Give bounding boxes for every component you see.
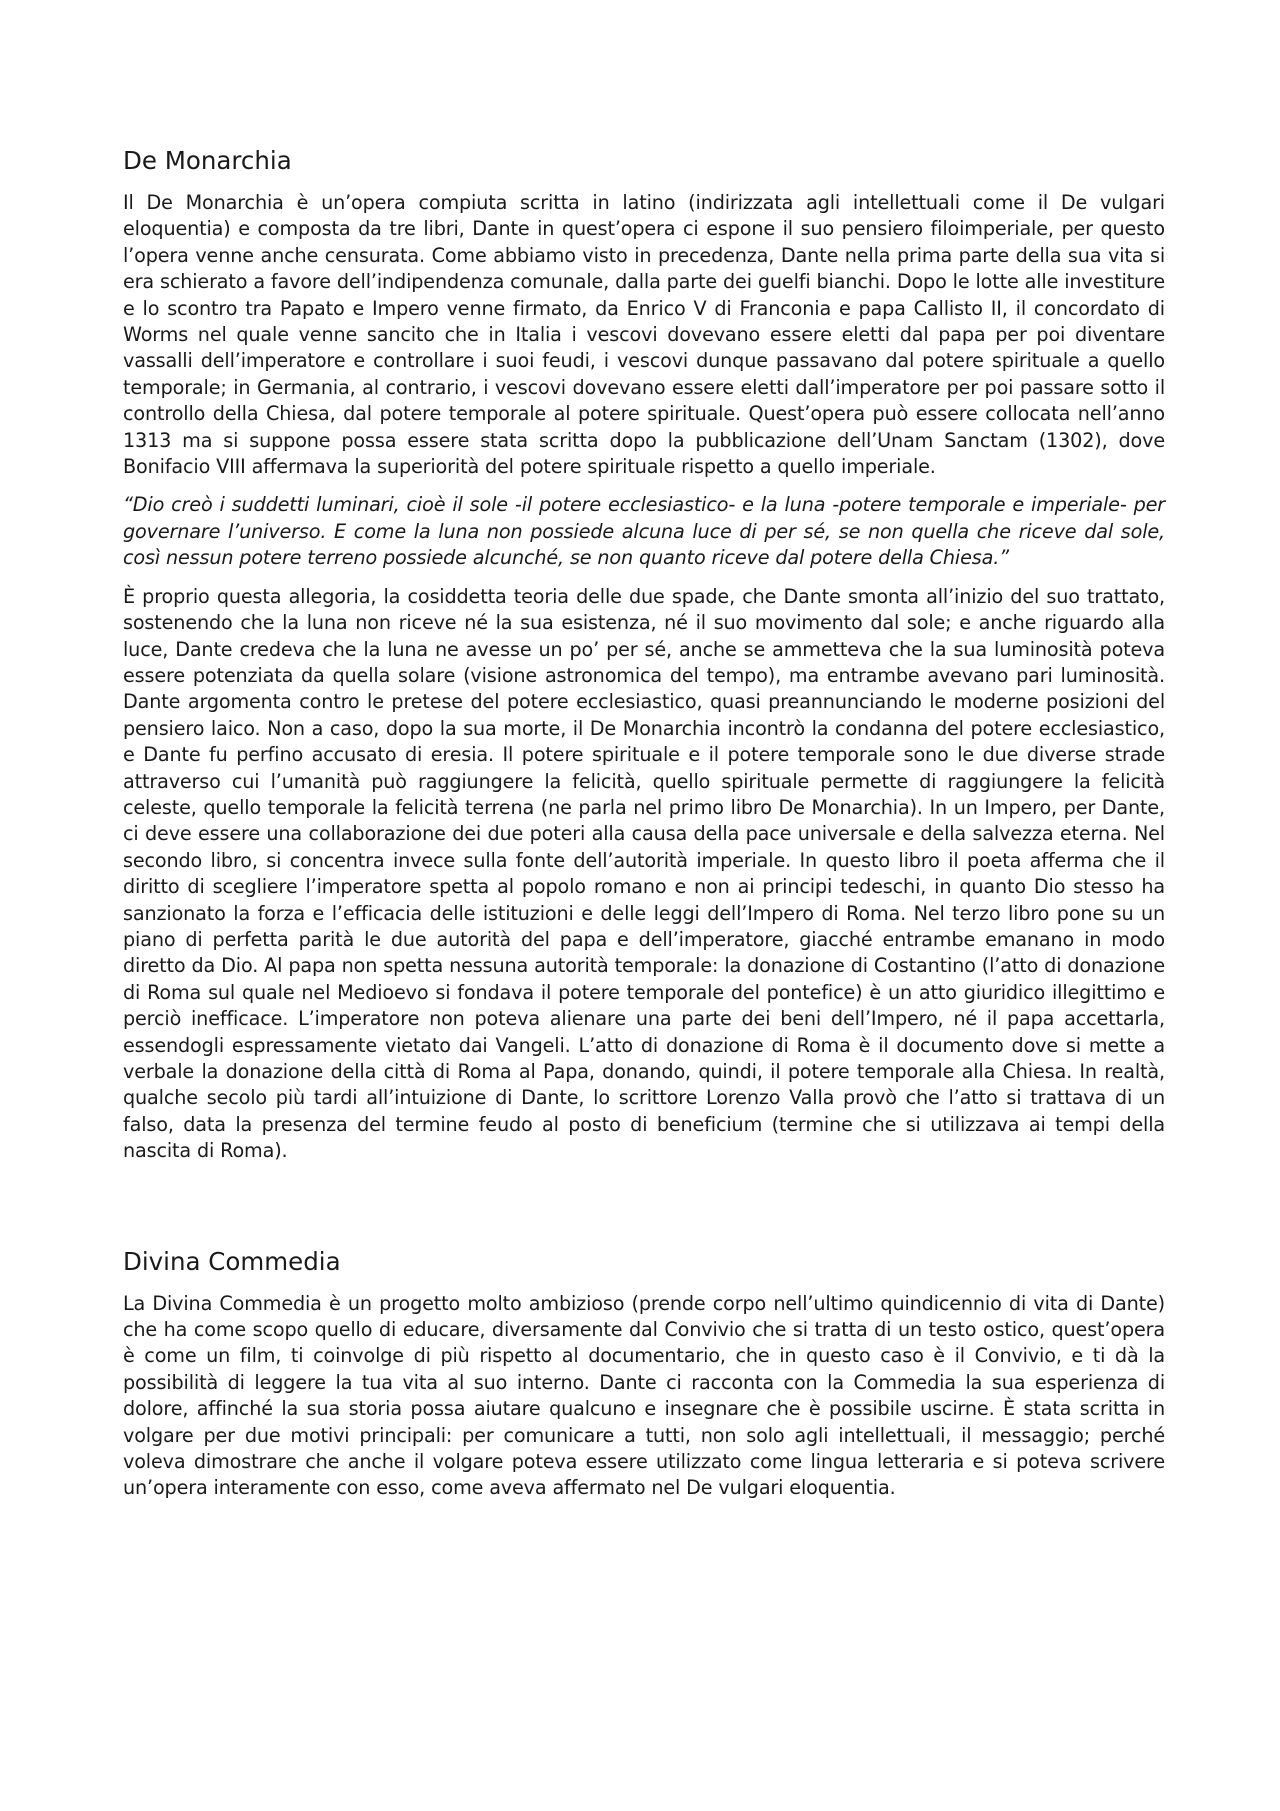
document-page (123, 146, 1165, 1514)
section-title: Divina Commedia (123, 1246, 341, 1276)
section-title: De Monarchia (123, 146, 292, 175)
section-divina-commedia (123, 1247, 1165, 1502)
paragraph: È proprio questa allegoria, la cosiddetta teoria delle due spade, che Dante smonta all’inizio del suo trattato, sostenendo che la luna non riceve né la sua esistenza, né il suo movimento dal sole; e anche riguardo alla luce, Dante credeva che la luna ne avesse un po’ per sé, anche se ammetteva che la sua luminosità poteva essere potenziata da quella solare (visione astronomica del tempo), ma entrambe avevano pari luminosità. Dante argomenta contro le pretese del potere ecclesiastico, quasi preannunciando le moderne posizioni del pensiero laico. Non a caso, dopo la sua morte, il De Monarchia incontrò la condanna del potere ecclesiastico, e Dante fu perfino accusato di eresia. Il potere spirituale e il potere temporale sono le due diverse strade attraverso cui l’umanità può raggiungere la felicità, quello spirituale permette di raggiungere la felicità celeste, quello temporale la felicità terrena (ne parla nel primo libro De Monarchia). In un Impero, per Dante, ci deve essere una collaborazione dei due poteri alla causa della pace universale e della salvezza eterna. Nel secondo libro, si concentra invece sulla fonte dell’autorità imperiale. In questo libro il poeta afferma che il diritto di scegliere l’imperatore spetta al popolo romano e non ai principi tedeschi, in quanto Dio stesso ha sanzionato la forza e l’efficacia delle istituzioni e delle leggi dell’Impero di Roma. Nel terzo libro pone su un piano di perfetta parità le due autorità del papa e dell’imperatore, giacché entrambe emanano in modo diretto da Dio. Al papa non spetta nessuna autorità temporale: la donazione di Costantino (l’atto di donazione di Roma sul quale nel Medioevo si fondava il potere temporale del pontefice) è un atto giuridico illegittimo e perciò inefficace. L’imperatore non poteva alienare una parte dei beni dell’Impero, né il papa accettarla, essendogli espressamente vietato dai Vangeli. L’atto di donazione di Roma è il documento dove si mette a verbale la donazione della città di Roma al Papa, donando, quindi, il potere temporale alla Chiesa. In realtà, qualche secolo più tardi all’intuizione di Dante, lo scrittore Lorenzo Valla provò che l’atto si trattava di un falso, data la presenza del termine feudo al posto di beneficium (termine che si utilizzava ai tempi della nascita di Roma). (123, 584, 1165, 1163)
section-de-monarchia (123, 146, 1165, 1165)
paragraph: La Divina Commedia è un progetto molto ambizioso (prende corpo nell’ultimo quindicennio di vita di Dante) che ha come scopo quello di educare, diversamente dal Convivio che si tratta di un testo ostico, quest’opera è come un film, ti coinvolge di più rispetto al documentario, che in questo caso è il Convivio, e ti dà la possibilità di leggere la tua vita al suo interno. Dante ci racconta con la Commedia la sua esperienza di dolore, affinché la sua storia possa aiutare qualcuno e insegnare che è possibile uscirne. È stata scritta in volgare per due motivi principali: per comunicare a tutti, non solo agli intellettuali, il messaggio; perché voleva dimostrare che anche il volgare poteva essere utilizzato come lingua letteraria e si poteva scrivere un’opera interamente con esso, come aveva affermato nel De vulgari eloquentia. (123, 1291, 1165, 1500)
section-spacer (123, 1177, 1165, 1247)
quote-paragraph: “Dio creò i suddetti luminari, cioè il sole -il potere ecclesiastico- e la luna -potere temporale e imperiale- per governare l’universo. E come la luna non possiede alcuna luce di per sé, se non quella che riceve dal sole, così nessun potere terreno possiede alcunché, se non quanto riceve dal potere della Chiesa.” (123, 493, 1165, 570)
paragraph: Il De Monarchia è un’opera compiuta scritta in latino (indirizzata agli intellettuali come il De vulgari eloquentia) e composta da tre libri, Dante in quest’opera ci espone il suo pensiero filoimperiale, per questo l’opera venne anche censurata. Come abbiamo visto in precedenza, Dante nella prima parte della sua vita si era schierato a favore dell’indipendenza comunale, dalla parte dei guelfi bianchi. Dopo le lotte alle investiture e lo scontro tra Papato e Impero venne firmato, da Enrico V di Franconia e papa Callisto II, il concordato di Worms nel quale venne sancito che in Italia i vescovi dovevano essere eletti dal papa per poi diventare vassalli dell’imperatore e controllare i suoi feudi, i vescovi dunque passavano dal potere spirituale a quello temporale; in Germania, al contrario, i vescovi dovevano essere eletti dall’imperatore per poi passare sotto il controllo della Chiesa, dal potere temporale al potere spirituale. Quest’opera può essere collocata nell’anno 1313 ma si suppone possa essere stata scritta dopo la pubblicazione dell’Unam Sanctam (1302), dove Bonifacio VIII affermava la superiorità del potere spirituale rispetto a quello imperiale. (123, 191, 1165, 479)
